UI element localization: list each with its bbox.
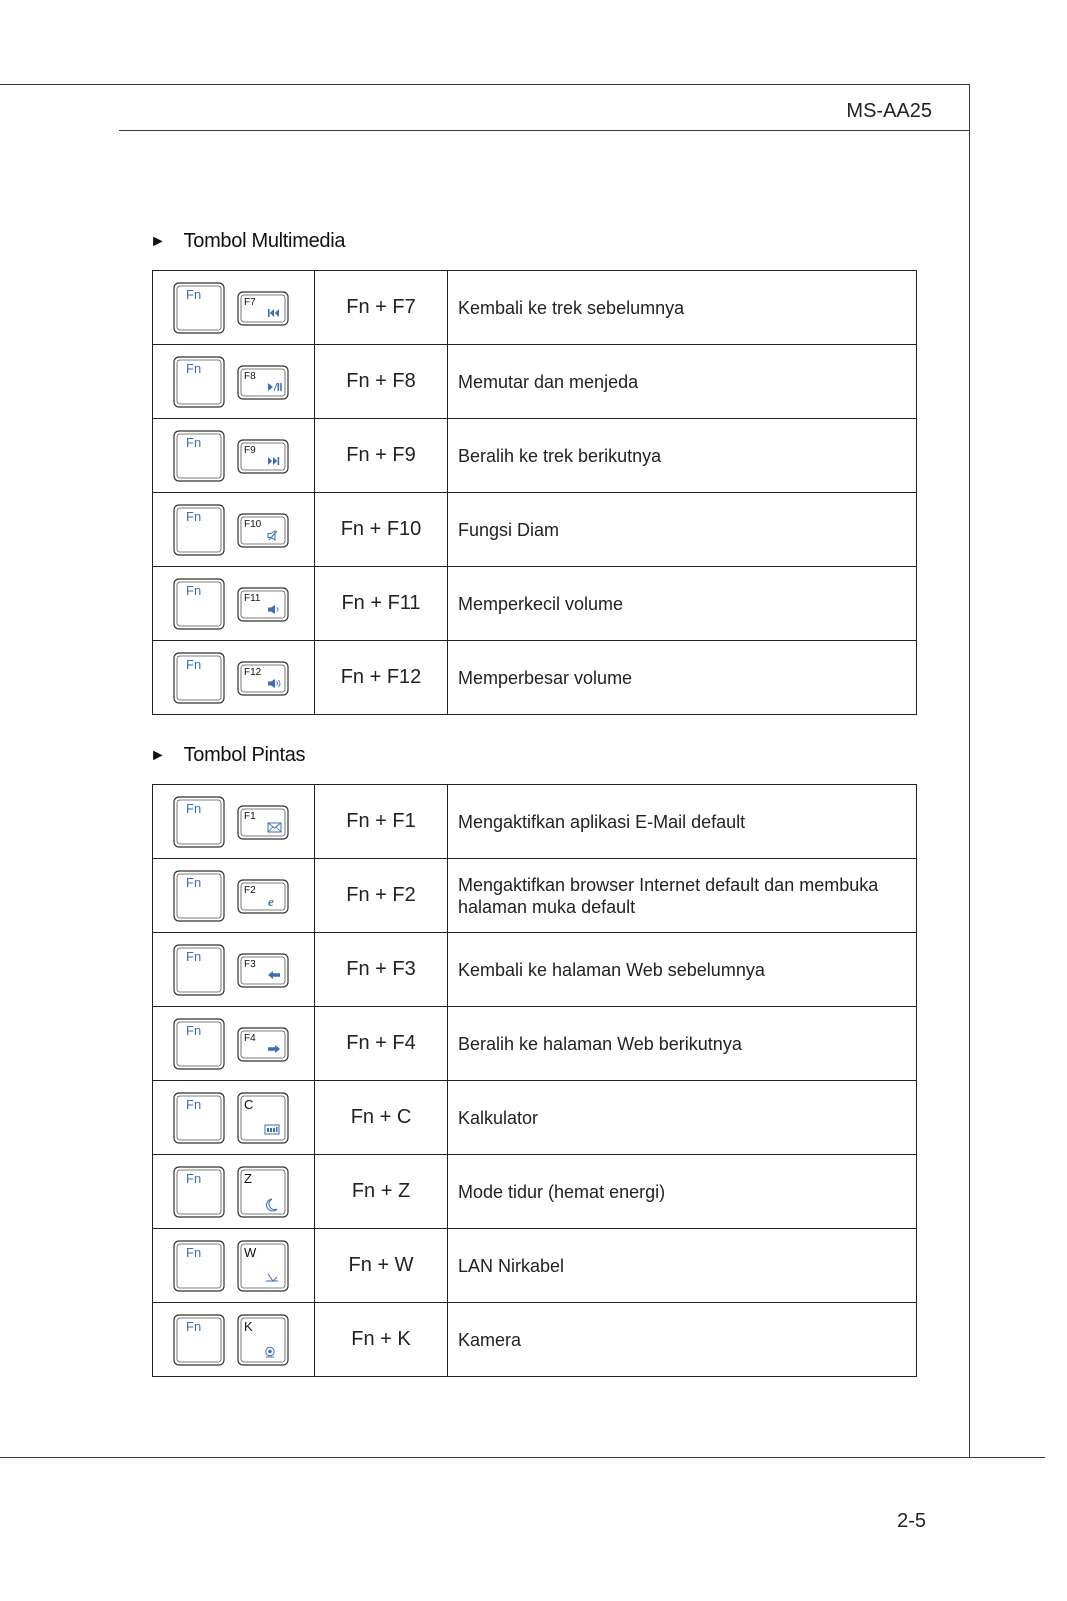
- function-key-label: F10: [244, 518, 262, 530]
- function-key-label: F4: [244, 1032, 256, 1044]
- key-description: Beralih ke trek berikutnya: [448, 419, 917, 493]
- function-key-icon: [237, 796, 289, 848]
- key-description: Kalkulator: [448, 1081, 917, 1155]
- table-row: [153, 1007, 917, 1081]
- key-combination: Fn + F7: [315, 271, 448, 345]
- key-description: Mengaktifkan aplikasi E-Mail default: [448, 785, 917, 859]
- fn-key-label: Fn: [186, 948, 202, 964]
- function-key-icon: [237, 282, 289, 334]
- table-row: [153, 785, 917, 859]
- key-illustration: [153, 1092, 314, 1144]
- fn-key-icon: [173, 504, 225, 556]
- fn-key-icon: [173, 1018, 225, 1070]
- table-row: [153, 419, 917, 493]
- function-key-label: K: [244, 1318, 253, 1334]
- key-illustration: [153, 578, 314, 630]
- function-key-icon: [237, 1240, 289, 1292]
- key-illustration: [153, 1018, 314, 1070]
- section-title-multimedia: [150, 230, 345, 253]
- key-illustration: [153, 282, 314, 334]
- fn-key-icon: [173, 944, 225, 996]
- key-illustration-cell: [153, 1303, 315, 1377]
- function-key-label: C: [244, 1096, 254, 1112]
- function-key-label: F3: [244, 958, 256, 970]
- svg-text:e: e: [268, 893, 274, 909]
- key-combination: Fn + F12: [315, 641, 448, 715]
- key-illustration: [153, 1240, 314, 1292]
- key-illustration: [153, 1314, 314, 1366]
- function-key-label: F12: [244, 666, 262, 678]
- table-row: [153, 1229, 917, 1303]
- function-key-icon: [237, 870, 289, 922]
- key-illustration: [153, 1166, 314, 1218]
- fn-key-label: Fn: [186, 800, 202, 816]
- key-combination: Fn + F4: [315, 1007, 448, 1081]
- key-illustration: [153, 430, 314, 482]
- fn-key-icon: [173, 652, 225, 704]
- key-combination: Fn + W: [315, 1229, 448, 1303]
- fn-key-label: Fn: [186, 508, 202, 524]
- key-illustration-cell: [153, 419, 315, 493]
- key-description: Kembali ke halaman Web sebelumnya: [448, 933, 917, 1007]
- bullet-arrow-icon: ►: [150, 232, 166, 250]
- fn-key-icon: [173, 870, 225, 922]
- key-illustration-cell: [153, 271, 315, 345]
- key-illustration-cell: [153, 785, 315, 859]
- model-number: MS-AA25: [846, 100, 932, 122]
- fn-key-icon: [173, 578, 225, 630]
- table-row: [153, 641, 917, 715]
- key-illustration: [153, 870, 314, 922]
- key-illustration: [153, 796, 314, 848]
- key-illustration-cell: [153, 1081, 315, 1155]
- function-key-label: F1: [244, 810, 256, 822]
- fn-key-label: Fn: [186, 1318, 202, 1334]
- key-illustration-cell: [153, 1229, 315, 1303]
- function-key-icon: [237, 1092, 289, 1144]
- fn-key-icon: [173, 1166, 225, 1218]
- function-key-label: F9: [244, 444, 256, 456]
- table-row: [153, 493, 917, 567]
- key-combination: Fn + F11: [315, 567, 448, 641]
- key-illustration-cell: [153, 933, 315, 1007]
- fn-key-label: Fn: [186, 1022, 202, 1038]
- browser-icon: [268, 894, 274, 909]
- right-margin-rule: [969, 84, 970, 1458]
- key-combination: Fn + F1: [315, 785, 448, 859]
- fn-key-label: Fn: [186, 1096, 202, 1112]
- function-key-icon: [237, 1166, 289, 1218]
- fn-key-label: Fn: [186, 286, 202, 302]
- fn-key-label: Fn: [186, 582, 202, 598]
- header-rule-top: [0, 84, 970, 85]
- section-title-text: Tombol Multimedia: [183, 230, 346, 252]
- table-row: [153, 271, 917, 345]
- key-illustration-cell: [153, 641, 315, 715]
- header-rule-bottom: [119, 130, 970, 131]
- key-combination: Fn + Z: [315, 1155, 448, 1229]
- key-illustration-cell: [153, 1007, 315, 1081]
- function-key-icon: [237, 944, 289, 996]
- fn-key-icon: [173, 430, 225, 482]
- shortcut-keys-table: [152, 784, 917, 1377]
- table-row: [153, 1081, 917, 1155]
- function-key-label: Z: [244, 1170, 252, 1186]
- multimedia-keys-table: [152, 270, 917, 715]
- fn-key-icon: [173, 1240, 225, 1292]
- page-number: 2-5: [897, 1510, 926, 1532]
- table-row: [153, 1155, 917, 1229]
- key-description: Memperbesar volume: [448, 641, 917, 715]
- key-illustration: [153, 504, 314, 556]
- table-row: [153, 933, 917, 1007]
- function-key-icon: [237, 652, 289, 704]
- key-description: Memutar dan menjeda: [448, 345, 917, 419]
- function-key-icon: [237, 430, 289, 482]
- fn-key-icon: [173, 356, 225, 408]
- key-illustration: [153, 356, 314, 408]
- table-row: [153, 567, 917, 641]
- table-row: [153, 345, 917, 419]
- key-illustration: [153, 944, 314, 996]
- key-illustration-cell: [153, 345, 315, 419]
- key-description: LAN Nirkabel: [448, 1229, 917, 1303]
- key-description: Kamera: [448, 1303, 917, 1377]
- table-row: [153, 859, 917, 933]
- table-row: [153, 1303, 917, 1377]
- key-illustration-cell: [153, 859, 315, 933]
- key-description: Mengaktifkan browser Internet default dan membuka halaman muka default: [448, 859, 917, 933]
- section-title-text: Tombol Pintas: [183, 744, 306, 766]
- fn-key-icon: [173, 1092, 225, 1144]
- fn-key-label: Fn: [186, 874, 202, 890]
- key-description: Fungsi Diam: [448, 493, 917, 567]
- fn-key-label: Fn: [186, 656, 202, 672]
- fn-key-label: Fn: [186, 1170, 202, 1186]
- footer-rule: [0, 1457, 1045, 1458]
- fn-key-icon: [173, 796, 225, 848]
- function-key-label: F7: [244, 296, 256, 308]
- function-key-icon: [237, 1314, 289, 1366]
- function-key-label: W: [244, 1244, 257, 1260]
- function-key-icon: [237, 578, 289, 630]
- key-illustration-cell: [153, 1155, 315, 1229]
- key-illustration-cell: [153, 493, 315, 567]
- key-combination: Fn + F2: [315, 859, 448, 933]
- function-key-label: F8: [244, 370, 256, 382]
- function-key-icon: [237, 504, 289, 556]
- key-illustration: [153, 652, 314, 704]
- function-key-icon: [237, 356, 289, 408]
- fn-key-icon: [173, 282, 225, 334]
- section-title-shortcuts: [150, 744, 305, 767]
- key-combination: Fn + F3: [315, 933, 448, 1007]
- key-description: Beralih ke halaman Web berikutnya: [448, 1007, 917, 1081]
- bullet-arrow-icon: ►: [150, 746, 166, 764]
- key-combination: Fn + F10: [315, 493, 448, 567]
- key-combination: Fn + F9: [315, 419, 448, 493]
- function-key-label: F11: [244, 592, 261, 604]
- fn-key-icon: [173, 1314, 225, 1366]
- key-combination: Fn + C: [315, 1081, 448, 1155]
- key-combination: Fn + F8: [315, 345, 448, 419]
- fn-key-label: Fn: [186, 360, 202, 376]
- key-illustration-cell: [153, 567, 315, 641]
- fn-key-label: Fn: [186, 434, 202, 450]
- function-key-label: F2: [244, 884, 256, 896]
- function-key-icon: [237, 1018, 289, 1070]
- fn-key-label: Fn: [186, 1244, 202, 1260]
- key-description: Kembali ke trek sebelumnya: [448, 271, 917, 345]
- key-combination: Fn + K: [315, 1303, 448, 1377]
- key-description: Mode tidur (hemat energi): [448, 1155, 917, 1229]
- key-description: Memperkecil volume: [448, 567, 917, 641]
